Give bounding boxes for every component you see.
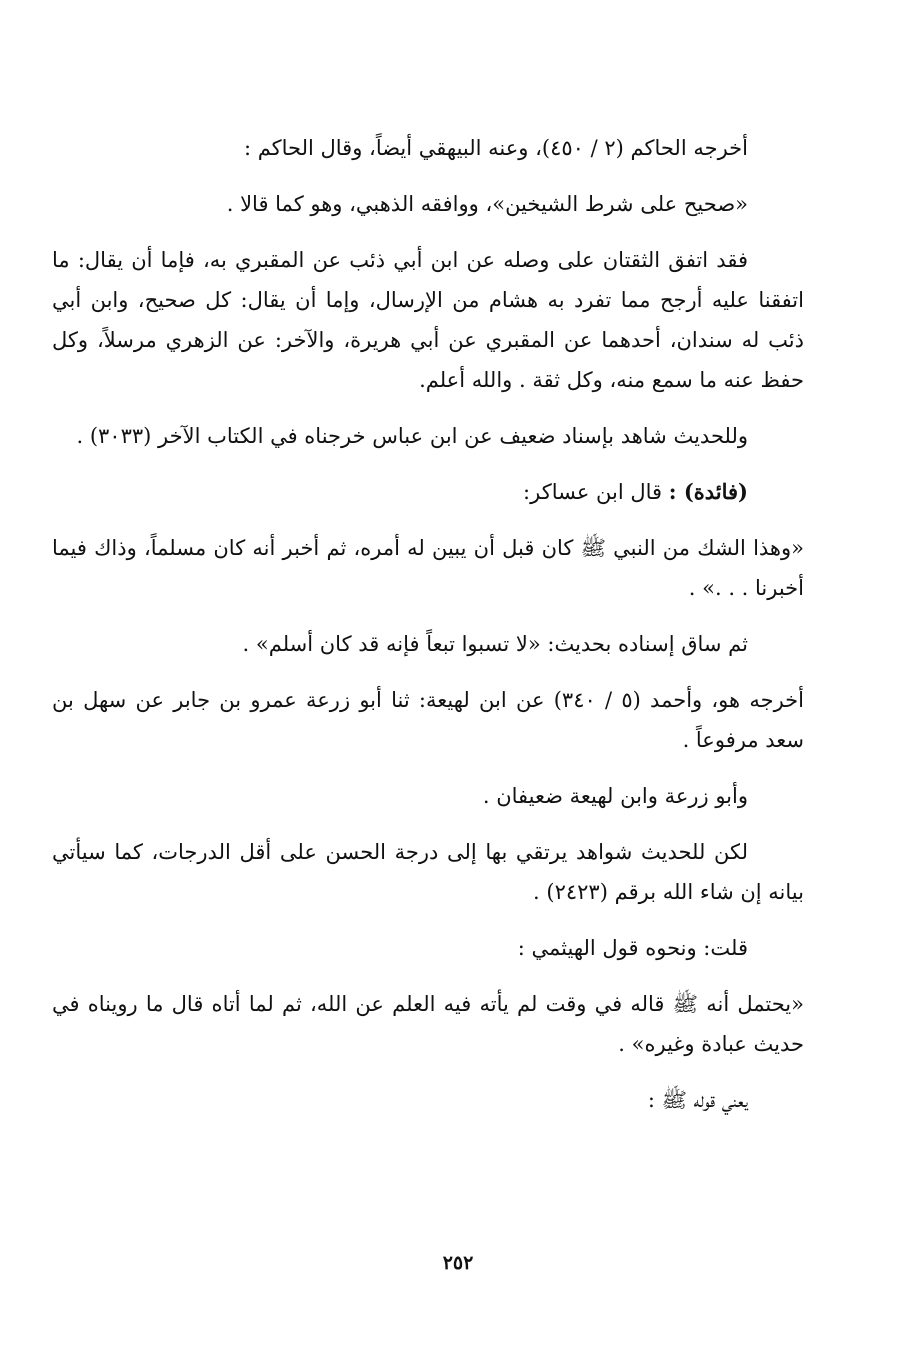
paragraph-9: وأبو زرعة وابن لهيعة ضعيفان . xyxy=(482,784,748,808)
paragraph-2: «صحيح على شرط الشيخين»، ووافقه الذهبي، وهو كما قالا . xyxy=(226,192,748,216)
paragraph-12: «يحتمل أنه ﷺ قاله في وقت لم يأته فيه العلم عن الله، ثم لما أتاه قال ما رويناه في حديث عبادة وغيره» . xyxy=(52,992,804,1056)
fawaid-label: (فائدة) : xyxy=(668,479,748,504)
page-number: ٢٥٢ xyxy=(442,1252,474,1274)
paragraph-1: أخرجه الحاكم (٢ / ٤٥٠)، وعنه البيهقي أيضاً، وقال الحاكم : xyxy=(243,136,748,160)
paragraph-7: ثم ساق إسناده بحديث: «لا تسبوا تبعاً فإنه قد كان أسلم» . xyxy=(242,632,748,656)
paragraph-8: أخرجه هو، وأحمد (٥ / ٣٤٠) عن ابن لهيعة: ثنا أبو زرعة عمرو بن جابر عن سهل بن سعد مرفوعاً . xyxy=(52,688,804,752)
paragraph-6: «وهذا الشك من النبي ﷺ كان قبل أن يبين له أمره، ثم أخبر أنه كان مسلماً، وذاك فيما أخبرنا . . .» . xyxy=(52,536,804,600)
paragraph-13: يعني قوله ﷺ : xyxy=(647,1088,748,1112)
paragraph-3: فقد اتفق الثقتان على وصله عن ابن أبي ذئب عن المقبري به، فإما أن يقال: ما اتفقنا عليه أرجح مما تفرد به هشام من الإرسال، وإما أن يقال: كل صحيح، وابن أبي ذئب له سندان، أحدهما عن المقبري عن أبي هريرة، والآخر: عن الزهري مرسلاً، وكل حفظ عنه ما سمع منه، وكل ثقة . والله أعلم. xyxy=(52,248,804,392)
paragraph-11: قلت: ونحوه قول الهيثمي : xyxy=(517,936,748,960)
page-body xyxy=(52,128,804,1136)
paragraph-10: لكن للحديث شواهد يرتقي بها إلى درجة الحسن على أقل الدرجات، كما سيأتي بيانه إن شاء الله برقم (٢٤٢٣) . xyxy=(52,840,804,904)
paragraph-5: (فائدة) : قال ابن عساكر: xyxy=(523,479,748,504)
paragraph-4: وللحديث شاهد بإسناد ضعيف عن ابن عباس خرجناه في الكتاب الآخر (٣٠٣٣) . xyxy=(76,424,748,448)
